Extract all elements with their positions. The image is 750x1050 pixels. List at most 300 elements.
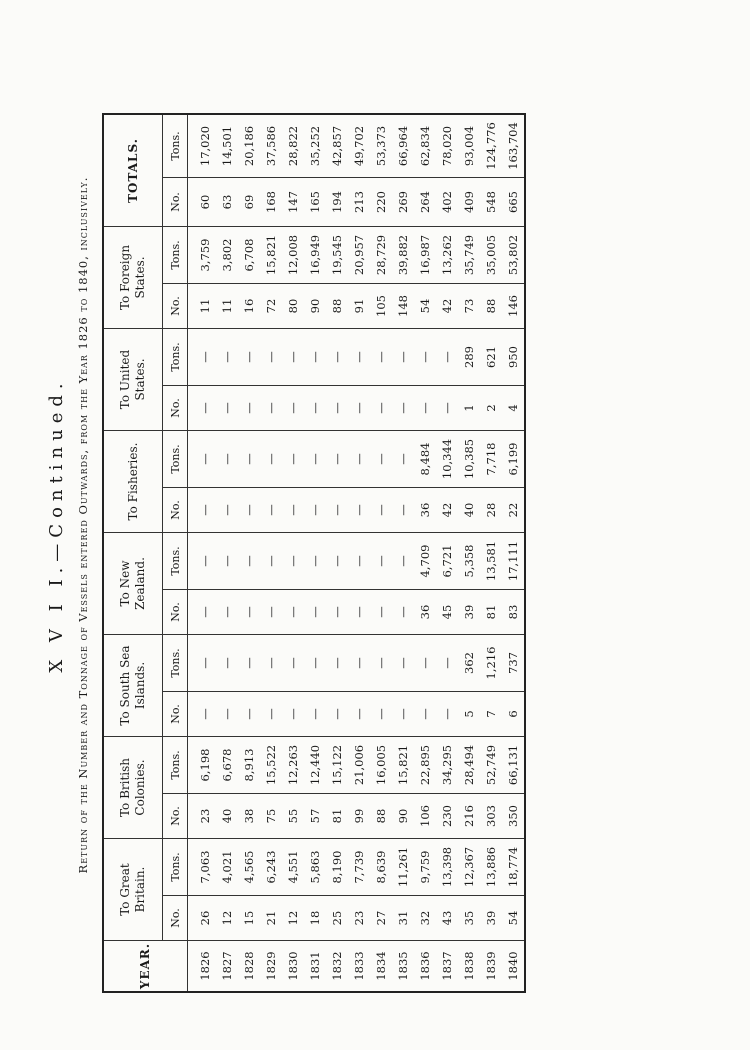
fs-tons-cell: 15,821 xyxy=(260,227,282,284)
table-row xyxy=(326,114,348,992)
fi-no-cell: 40 xyxy=(458,488,480,533)
fi-tons-cell: — xyxy=(348,431,370,488)
us-no-cell: — xyxy=(326,386,348,431)
fi-no-cell: — xyxy=(326,488,348,533)
col-header-no: No. xyxy=(163,794,188,839)
ss-no-cell: 5 xyxy=(458,692,480,737)
ss-no-cell: — xyxy=(414,692,436,737)
table-row xyxy=(304,114,326,992)
fs-tons-cell: 16,949 xyxy=(304,227,326,284)
gb-no-cell: 26 xyxy=(188,896,217,941)
total-no-cell: 409 xyxy=(458,178,480,227)
ss-no-cell: — xyxy=(392,692,414,737)
gb-tons-cell: 4,565 xyxy=(238,839,260,896)
fi-tons-cell: — xyxy=(282,431,304,488)
col-header-no: No. xyxy=(163,488,188,533)
tonnage-table xyxy=(102,113,526,993)
bc-no-cell: 55 xyxy=(282,794,304,839)
gb-tons-cell: 18,774 xyxy=(502,839,525,896)
ss-tons-cell: — xyxy=(392,635,414,692)
fs-no-cell: 91 xyxy=(348,284,370,329)
fs-tons-cell: 35,005 xyxy=(480,227,502,284)
bc-no-cell: 23 xyxy=(188,794,217,839)
total-tons-cell: 28,822 xyxy=(282,114,304,178)
gb-tons-cell: 11,261 xyxy=(392,839,414,896)
fs-no-cell: 72 xyxy=(260,284,282,329)
bc-tons-cell: 34,295 xyxy=(436,737,458,794)
ss-no-cell: 7 xyxy=(480,692,502,737)
year-cell: 1834 xyxy=(370,941,392,993)
total-no-cell: 548 xyxy=(480,178,502,227)
ss-tons-cell: — xyxy=(188,635,217,692)
fi-tons-cell: 10,385 xyxy=(458,431,480,488)
total-tons-cell: 49,702 xyxy=(348,114,370,178)
us-no-cell: — xyxy=(392,386,414,431)
col-header-no: No. xyxy=(163,178,188,227)
fi-tons-cell: 8,484 xyxy=(414,431,436,488)
group-header-foreign-states: To Foreign States. xyxy=(103,227,163,329)
total-no-cell: 69 xyxy=(238,178,260,227)
total-no-cell: 220 xyxy=(370,178,392,227)
col-header-tons: Tons. xyxy=(163,533,188,590)
nz-no-cell: 83 xyxy=(502,590,525,635)
year-header: YEAR. xyxy=(103,941,188,993)
fi-tons-cell: 7,718 xyxy=(480,431,502,488)
us-tons-cell: — xyxy=(304,329,326,386)
fs-no-cell: 90 xyxy=(304,284,326,329)
nz-tons-cell: — xyxy=(188,533,217,590)
fi-tons-cell: — xyxy=(260,431,282,488)
fs-no-cell: 148 xyxy=(392,284,414,329)
year-cell: 1837 xyxy=(436,941,458,993)
fs-tons-cell: 20,957 xyxy=(348,227,370,284)
fi-tons-cell: — xyxy=(392,431,414,488)
fi-no-cell: — xyxy=(392,488,414,533)
nz-tons-cell: 4,709 xyxy=(414,533,436,590)
col-header-no: No. xyxy=(163,692,188,737)
table-row xyxy=(370,114,392,992)
nz-tons-cell: 5,358 xyxy=(458,533,480,590)
ss-no-cell: — xyxy=(370,692,392,737)
col-header-tons: Tons. xyxy=(163,839,188,896)
nz-tons-cell: — xyxy=(238,533,260,590)
bc-tons-cell: 8,913 xyxy=(238,737,260,794)
gb-no-cell: 23 xyxy=(348,896,370,941)
fs-tons-cell: 12,008 xyxy=(282,227,304,284)
col-header-no: No. xyxy=(163,284,188,329)
bc-tons-cell: 15,821 xyxy=(392,737,414,794)
ss-no-cell: 6 xyxy=(502,692,525,737)
table-row xyxy=(216,114,238,992)
ss-tons-cell: — xyxy=(216,635,238,692)
gb-no-cell: 25 xyxy=(326,896,348,941)
total-no-cell: 665 xyxy=(502,178,525,227)
nz-no-cell: 45 xyxy=(436,590,458,635)
gb-no-cell: 39 xyxy=(480,896,502,941)
us-tons-cell: — xyxy=(370,329,392,386)
table-row xyxy=(260,114,282,992)
table-group-header-row xyxy=(103,114,163,992)
nz-no-cell: — xyxy=(238,590,260,635)
table-row xyxy=(458,114,480,992)
nz-tons-cell: 17,111 xyxy=(502,533,525,590)
fi-tons-cell: — xyxy=(238,431,260,488)
table-row xyxy=(414,114,436,992)
bc-tons-cell: 12,263 xyxy=(282,737,304,794)
total-tons-cell: 78,020 xyxy=(436,114,458,178)
nz-tons-cell: — xyxy=(392,533,414,590)
total-tons-cell: 53,373 xyxy=(370,114,392,178)
bc-tons-cell: 15,122 xyxy=(326,737,348,794)
nz-no-cell: — xyxy=(216,590,238,635)
fi-no-cell: 36 xyxy=(414,488,436,533)
fi-no-cell: — xyxy=(260,488,282,533)
fi-no-cell: — xyxy=(370,488,392,533)
table-row xyxy=(282,114,304,992)
gb-tons-cell: 12,367 xyxy=(458,839,480,896)
nz-tons-cell: — xyxy=(304,533,326,590)
us-no-cell: — xyxy=(304,386,326,431)
total-tons-cell: 93,004 xyxy=(458,114,480,178)
us-tons-cell: — xyxy=(392,329,414,386)
fs-tons-cell: 35,749 xyxy=(458,227,480,284)
table-row xyxy=(502,114,525,992)
year-cell: 1833 xyxy=(348,941,370,993)
col-header-tons: Tons. xyxy=(163,431,188,488)
bc-tons-cell: 66,131 xyxy=(502,737,525,794)
nz-tons-cell: 13,581 xyxy=(480,533,502,590)
us-no-cell: 1 xyxy=(458,386,480,431)
us-no-cell: — xyxy=(282,386,304,431)
us-tons-cell: — xyxy=(326,329,348,386)
us-no-cell: 4 xyxy=(502,386,525,431)
us-tons-cell: — xyxy=(282,329,304,386)
bc-tons-cell: 16,005 xyxy=(370,737,392,794)
us-tons-cell: — xyxy=(436,329,458,386)
us-no-cell: — xyxy=(370,386,392,431)
ss-no-cell: — xyxy=(348,692,370,737)
nz-no-cell: — xyxy=(188,590,217,635)
total-no-cell: 264 xyxy=(414,178,436,227)
nz-no-cell: 39 xyxy=(458,590,480,635)
year-cell: 1838 xyxy=(458,941,480,993)
bc-tons-cell: 22,895 xyxy=(414,737,436,794)
year-cell: 1828 xyxy=(238,941,260,993)
table-row xyxy=(480,114,502,992)
fi-tons-cell: 10,344 xyxy=(436,431,458,488)
nz-tons-cell: — xyxy=(348,533,370,590)
gb-tons-cell: 9,759 xyxy=(414,839,436,896)
gb-no-cell: 18 xyxy=(304,896,326,941)
fi-tons-cell: — xyxy=(370,431,392,488)
total-tons-cell: 17,020 xyxy=(188,114,217,178)
fi-tons-cell: — xyxy=(188,431,217,488)
us-tons-cell: 621 xyxy=(480,329,502,386)
col-header-no: No. xyxy=(163,590,188,635)
us-no-cell: — xyxy=(436,386,458,431)
ss-no-cell: — xyxy=(326,692,348,737)
bc-tons-cell: 52,749 xyxy=(480,737,502,794)
page-title: X V I I.—Continued. xyxy=(46,377,67,673)
fi-no-cell: — xyxy=(188,488,217,533)
gb-no-cell: 54 xyxy=(502,896,525,941)
group-header-south-sea-islands: To South Sea Islands. xyxy=(103,635,163,737)
gb-tons-cell: 5,863 xyxy=(304,839,326,896)
gb-no-cell: 35 xyxy=(458,896,480,941)
fi-no-cell: 42 xyxy=(436,488,458,533)
bc-no-cell: 90 xyxy=(392,794,414,839)
fs-tons-cell: 6,708 xyxy=(238,227,260,284)
total-no-cell: 194 xyxy=(326,178,348,227)
fi-no-cell: — xyxy=(238,488,260,533)
col-header-tons: Tons. xyxy=(163,329,188,386)
nz-tons-cell: — xyxy=(282,533,304,590)
fs-no-cell: 88 xyxy=(480,284,502,329)
total-no-cell: 213 xyxy=(348,178,370,227)
fs-no-cell: 11 xyxy=(216,284,238,329)
us-no-cell: 2 xyxy=(480,386,502,431)
us-tons-cell: 950 xyxy=(502,329,525,386)
table-row xyxy=(348,114,370,992)
ss-no-cell: — xyxy=(216,692,238,737)
us-no-cell: — xyxy=(188,386,217,431)
table-sub-header-row xyxy=(163,114,188,992)
ss-tons-cell: — xyxy=(348,635,370,692)
us-tons-cell: — xyxy=(238,329,260,386)
nz-tons-cell: 6,721 xyxy=(436,533,458,590)
group-header-united-states: To United States. xyxy=(103,329,163,431)
nz-no-cell: — xyxy=(304,590,326,635)
table-row xyxy=(238,114,260,992)
bc-no-cell: 350 xyxy=(502,794,525,839)
col-header-tons: Tons. xyxy=(163,635,188,692)
ss-tons-cell: — xyxy=(282,635,304,692)
fi-no-cell: — xyxy=(282,488,304,533)
fs-tons-cell: 3,802 xyxy=(216,227,238,284)
ss-tons-cell: — xyxy=(326,635,348,692)
year-cell: 1829 xyxy=(260,941,282,993)
us-tons-cell: — xyxy=(348,329,370,386)
fs-no-cell: 105 xyxy=(370,284,392,329)
group-header-fisheries: To Fisheries. xyxy=(103,431,163,533)
table-row xyxy=(188,114,217,992)
col-header-no: No. xyxy=(163,896,188,941)
us-no-cell: — xyxy=(260,386,282,431)
total-tons-cell: 62,834 xyxy=(414,114,436,178)
total-tons-cell: 20,186 xyxy=(238,114,260,178)
us-no-cell: — xyxy=(414,386,436,431)
nz-no-cell: — xyxy=(348,590,370,635)
year-cell: 1840 xyxy=(502,941,525,993)
fs-tons-cell: 53,802 xyxy=(502,227,525,284)
year-cell: 1826 xyxy=(188,941,217,993)
total-no-cell: 60 xyxy=(188,178,217,227)
table-body xyxy=(188,114,526,992)
ss-tons-cell: — xyxy=(370,635,392,692)
fs-tons-cell: 16,987 xyxy=(414,227,436,284)
year-cell: 1827 xyxy=(216,941,238,993)
total-tons-cell: 37,586 xyxy=(260,114,282,178)
nz-no-cell: 36 xyxy=(414,590,436,635)
fs-tons-cell: 39,882 xyxy=(392,227,414,284)
page-subtitle: Return of the Number and Tonnage of Vessels entered Outwards, from the Year 1826 to 1840, inclusively. xyxy=(76,176,90,874)
bc-tons-cell: 12,440 xyxy=(304,737,326,794)
total-tons-cell: 124,776 xyxy=(480,114,502,178)
ss-tons-cell: 737 xyxy=(502,635,525,692)
nz-tons-cell: — xyxy=(260,533,282,590)
us-tons-cell: — xyxy=(414,329,436,386)
col-header-tons: Tons. xyxy=(163,737,188,794)
fs-no-cell: 73 xyxy=(458,284,480,329)
bc-no-cell: 106 xyxy=(414,794,436,839)
us-tons-cell: — xyxy=(216,329,238,386)
rotated-content xyxy=(40,45,680,1005)
bc-tons-cell: 6,678 xyxy=(216,737,238,794)
gb-tons-cell: 13,886 xyxy=(480,839,502,896)
gb-tons-cell: 4,551 xyxy=(282,839,304,896)
bc-no-cell: 230 xyxy=(436,794,458,839)
ss-no-cell: — xyxy=(304,692,326,737)
bc-tons-cell: 6,198 xyxy=(188,737,217,794)
bc-no-cell: 40 xyxy=(216,794,238,839)
bc-tons-cell: 21,006 xyxy=(348,737,370,794)
gb-no-cell: 15 xyxy=(238,896,260,941)
ss-tons-cell: — xyxy=(260,635,282,692)
gb-tons-cell: 8,190 xyxy=(326,839,348,896)
total-tons-cell: 35,252 xyxy=(304,114,326,178)
nz-no-cell: — xyxy=(326,590,348,635)
gb-tons-cell: 13,398 xyxy=(436,839,458,896)
group-header-new-zealand: To New Zealand. xyxy=(103,533,163,635)
nz-no-cell: — xyxy=(370,590,392,635)
ss-tons-cell: — xyxy=(238,635,260,692)
gb-tons-cell: 6,243 xyxy=(260,839,282,896)
fs-tons-cell: 13,262 xyxy=(436,227,458,284)
ss-no-cell: — xyxy=(436,692,458,737)
gb-no-cell: 27 xyxy=(370,896,392,941)
gb-no-cell: 31 xyxy=(392,896,414,941)
total-no-cell: 402 xyxy=(436,178,458,227)
fi-tons-cell: 6,199 xyxy=(502,431,525,488)
us-tons-cell: — xyxy=(260,329,282,386)
fs-no-cell: 42 xyxy=(436,284,458,329)
year-cell: 1830 xyxy=(282,941,304,993)
fs-tons-cell: 3,759 xyxy=(188,227,217,284)
bc-no-cell: 81 xyxy=(326,794,348,839)
ss-tons-cell: 362 xyxy=(458,635,480,692)
bc-no-cell: 57 xyxy=(304,794,326,839)
fi-no-cell: 28 xyxy=(480,488,502,533)
year-cell: 1836 xyxy=(414,941,436,993)
fs-tons-cell: 19,545 xyxy=(326,227,348,284)
total-no-cell: 63 xyxy=(216,178,238,227)
group-header-british-colonies: To British Colonies. xyxy=(103,737,163,839)
bc-no-cell: 88 xyxy=(370,794,392,839)
table-row xyxy=(392,114,414,992)
group-header-totals: TOTALS. xyxy=(103,114,163,227)
year-cell: 1835 xyxy=(392,941,414,993)
total-no-cell: 269 xyxy=(392,178,414,227)
group-header-great-britain: To Great Britain. xyxy=(103,839,163,941)
us-tons-cell: 289 xyxy=(458,329,480,386)
bc-no-cell: 216 xyxy=(458,794,480,839)
ss-tons-cell: 1,216 xyxy=(480,635,502,692)
bc-no-cell: 75 xyxy=(260,794,282,839)
ss-tons-cell: — xyxy=(436,635,458,692)
ss-no-cell: — xyxy=(238,692,260,737)
fi-no-cell: 22 xyxy=(502,488,525,533)
fs-no-cell: 80 xyxy=(282,284,304,329)
fs-no-cell: 146 xyxy=(502,284,525,329)
us-tons-cell: — xyxy=(188,329,217,386)
nz-no-cell: — xyxy=(282,590,304,635)
total-tons-cell: 66,964 xyxy=(392,114,414,178)
fi-no-cell: — xyxy=(348,488,370,533)
ss-no-cell: — xyxy=(282,692,304,737)
total-no-cell: 147 xyxy=(282,178,304,227)
total-no-cell: 165 xyxy=(304,178,326,227)
gb-tons-cell: 8,639 xyxy=(370,839,392,896)
ss-no-cell: — xyxy=(188,692,217,737)
bc-no-cell: 303 xyxy=(480,794,502,839)
fs-no-cell: 11 xyxy=(188,284,217,329)
fi-tons-cell: — xyxy=(304,431,326,488)
fs-tons-cell: 28,729 xyxy=(370,227,392,284)
year-cell: 1839 xyxy=(480,941,502,993)
year-cell: 1831 xyxy=(304,941,326,993)
bc-no-cell: 99 xyxy=(348,794,370,839)
bc-tons-cell: 28,494 xyxy=(458,737,480,794)
us-no-cell: — xyxy=(216,386,238,431)
ss-no-cell: — xyxy=(260,692,282,737)
gb-tons-cell: 7,739 xyxy=(348,839,370,896)
fi-tons-cell: — xyxy=(216,431,238,488)
gb-tons-cell: 7,063 xyxy=(188,839,217,896)
ss-tons-cell: — xyxy=(414,635,436,692)
total-tons-cell: 14,501 xyxy=(216,114,238,178)
col-header-tons: Tons. xyxy=(163,114,188,178)
bc-no-cell: 38 xyxy=(238,794,260,839)
gb-no-cell: 32 xyxy=(414,896,436,941)
gb-no-cell: 12 xyxy=(216,896,238,941)
gb-no-cell: 21 xyxy=(260,896,282,941)
total-tons-cell: 42,857 xyxy=(326,114,348,178)
col-header-no: No. xyxy=(163,386,188,431)
bc-tons-cell: 15,522 xyxy=(260,737,282,794)
ss-tons-cell: — xyxy=(304,635,326,692)
fi-no-cell: — xyxy=(304,488,326,533)
fs-no-cell: 88 xyxy=(326,284,348,329)
gb-tons-cell: 4,021 xyxy=(216,839,238,896)
year-cell: 1832 xyxy=(326,941,348,993)
nz-tons-cell: — xyxy=(326,533,348,590)
total-tons-cell: 163,704 xyxy=(502,114,525,178)
total-no-cell: 168 xyxy=(260,178,282,227)
us-no-cell: — xyxy=(238,386,260,431)
nz-no-cell: — xyxy=(260,590,282,635)
us-no-cell: — xyxy=(348,386,370,431)
gb-no-cell: 43 xyxy=(436,896,458,941)
col-header-tons: Tons. xyxy=(163,227,188,284)
fs-no-cell: 16 xyxy=(238,284,260,329)
table-row xyxy=(436,114,458,992)
fs-no-cell: 54 xyxy=(414,284,436,329)
nz-tons-cell: — xyxy=(216,533,238,590)
fi-tons-cell: — xyxy=(326,431,348,488)
fi-no-cell: — xyxy=(216,488,238,533)
nz-no-cell: 81 xyxy=(480,590,502,635)
nz-no-cell: — xyxy=(392,590,414,635)
